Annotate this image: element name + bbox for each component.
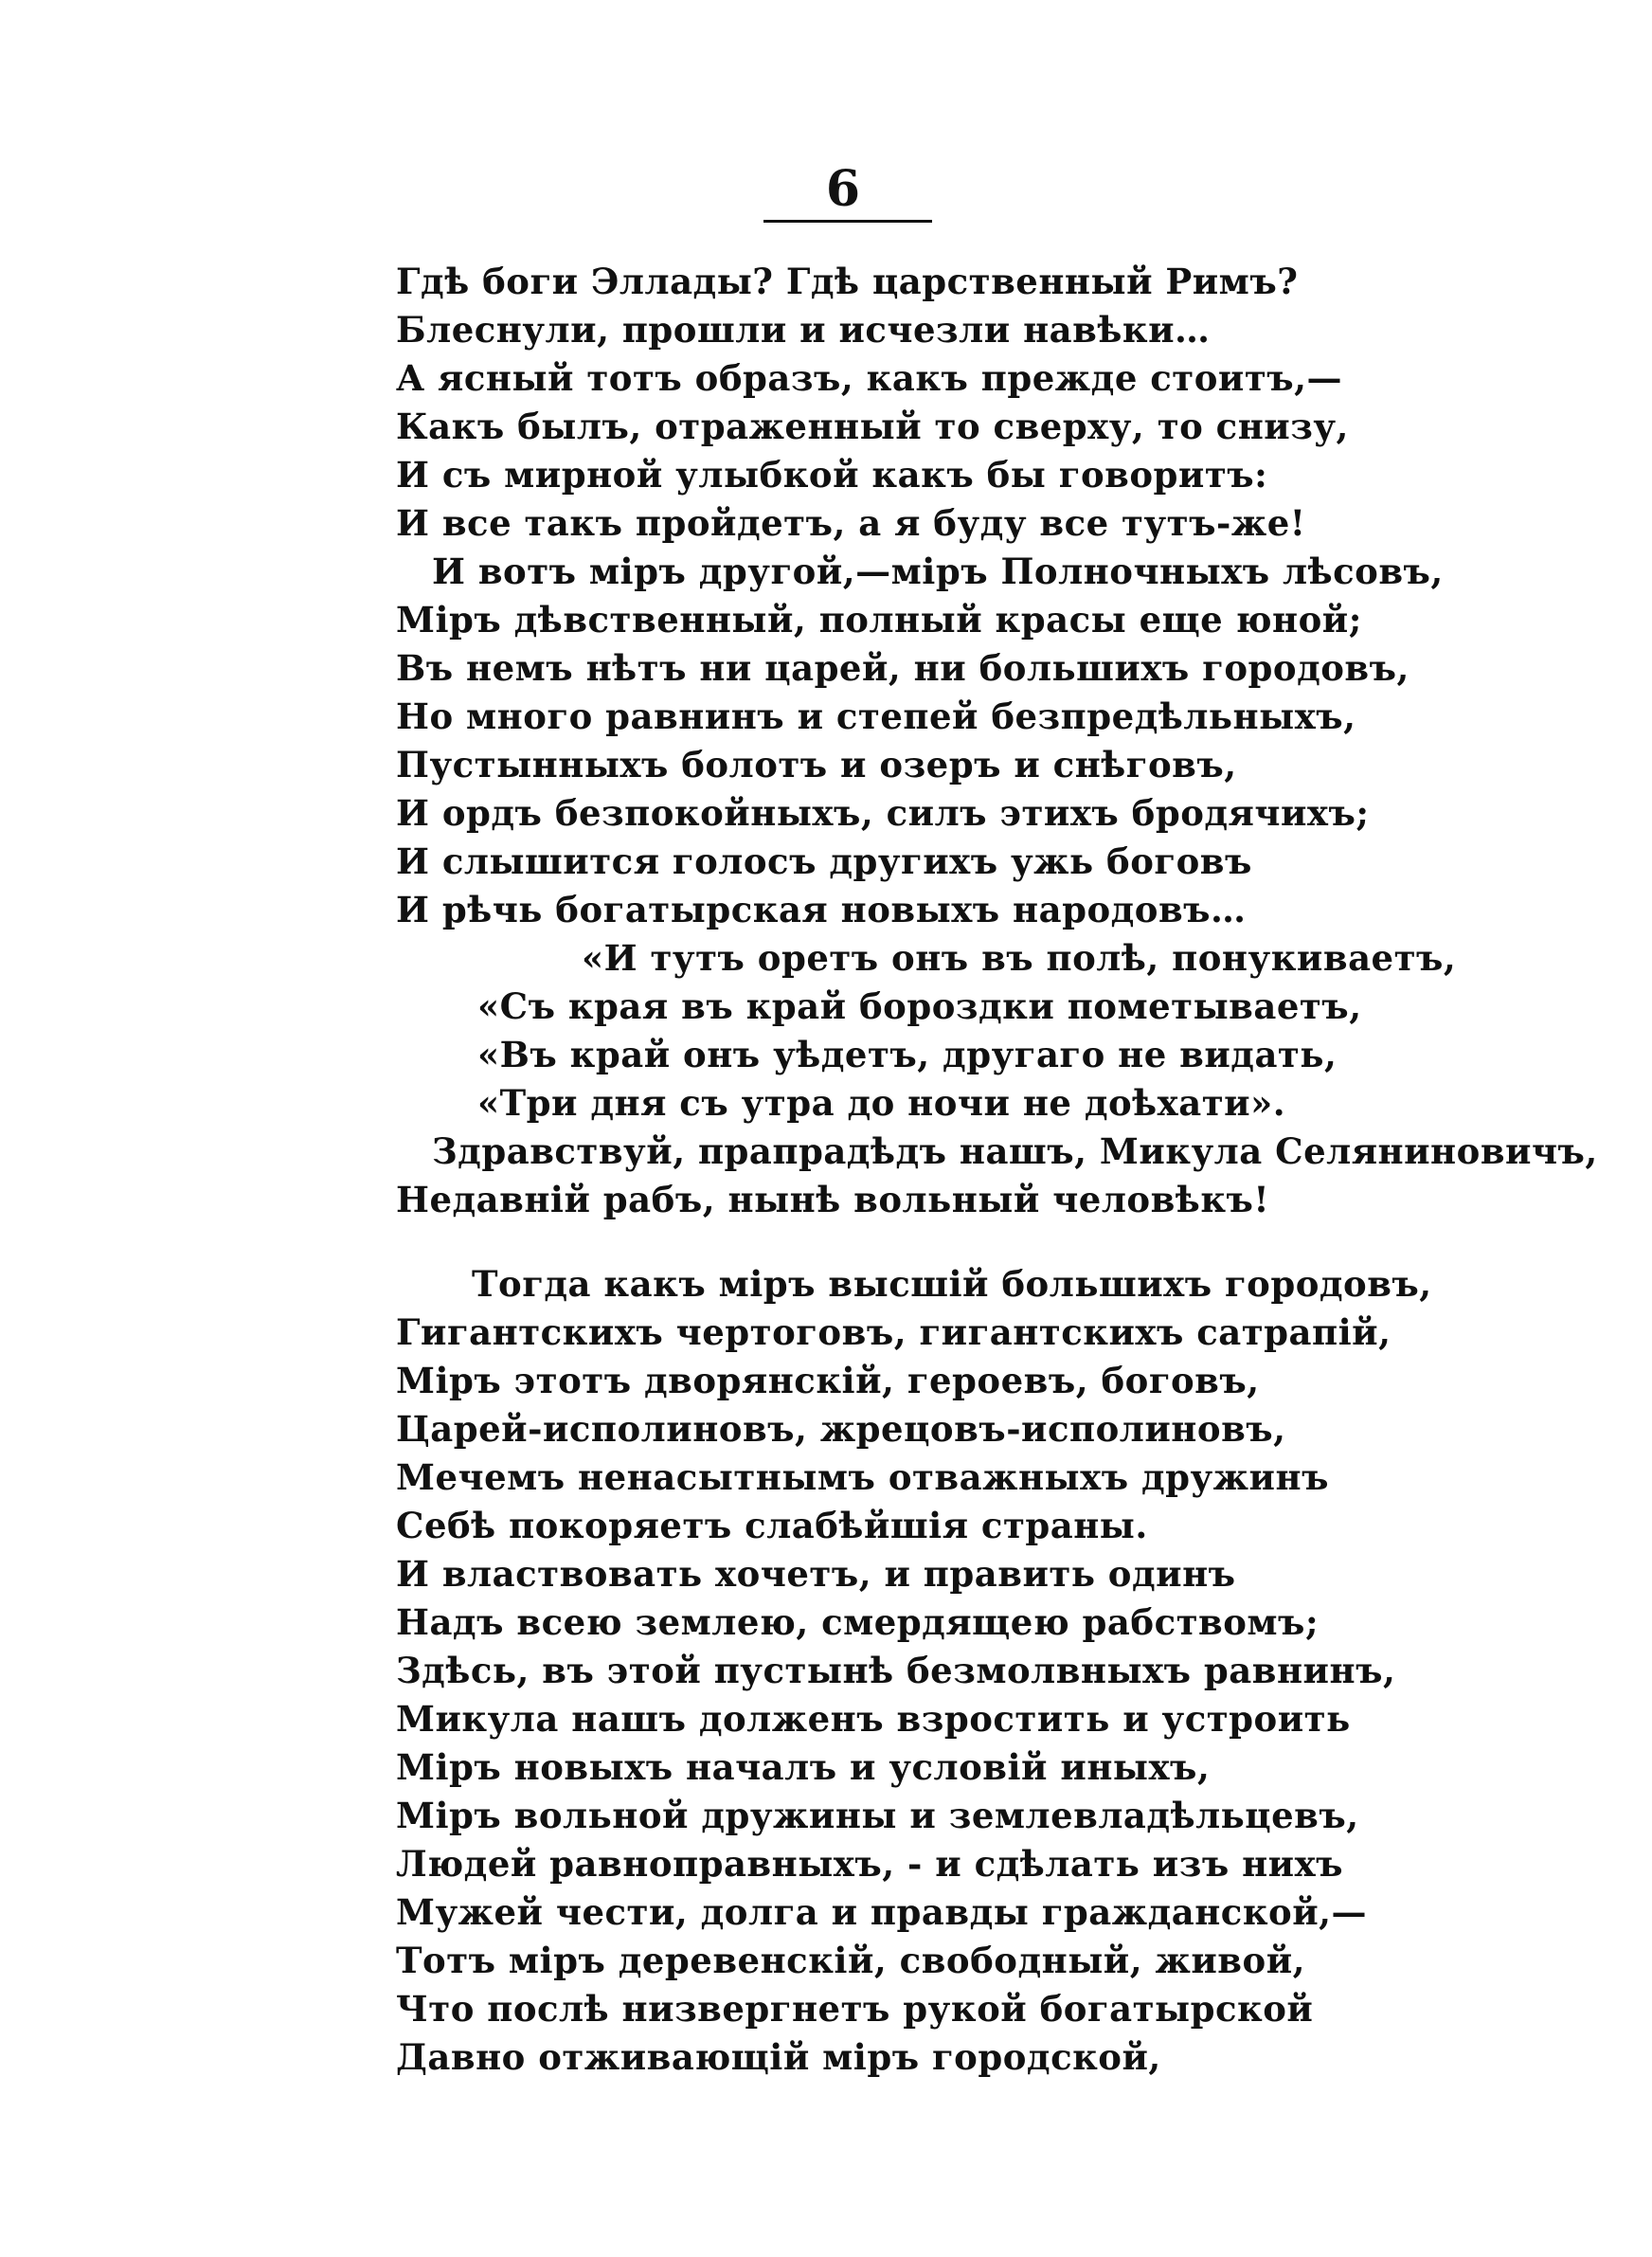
quoted-verse-line: «И тутъ оретъ онъ въ полѣ, понукиваетъ, [582,937,1457,979]
verse-line: Но много равнинъ и степей безпредѣльныхъ, [396,695,1356,737]
verse-line: Пустынныхъ болотъ и озеръ и снѣговъ, [396,744,1237,785]
page-number: 6 [825,160,861,218]
verse-line: И рѣчь богатырская новыхъ народовъ… [396,889,1247,930]
stanza-2 [396,1260,1457,2082]
quoted-verse-line: «Въ край онъ уѣдетъ, другаго не видать, [477,1034,1338,1075]
verse-line: А ясный тотъ образъ, какъ прежде стоитъ,— [396,357,1343,399]
verse-line: Царей-исполиновъ, жрецовъ-исполиновъ, [396,1408,1286,1450]
verse-line: Давно отживающій міръ городской, [396,2036,1161,2078]
verse-line: Міръ этотъ дворянскій, героевъ, боговъ, [396,1360,1260,1401]
verse-line: Надъ всею землею, смердящею рабствомъ; [396,1601,1320,1643]
verse-line: Людей равноправныхъ, - и сдѣлать изъ нихъ [396,1843,1344,1885]
verse-line: Міръ вольной дружины и землевладѣльцевъ, [396,1795,1359,1836]
verse-line: И властвовать хочетъ, и править одинъ [396,1553,1236,1595]
verse-line: Себѣ покоряетъ слабѣйшія страны. [396,1505,1148,1546]
verse-line: Міръ дѣвственный, полный красы еще юной; [396,599,1362,641]
verse-line: И вотъ міръ другой,—міръ Полночныхъ лѣсовъ, [432,551,1444,592]
quoted-verse-line: «Три дня съ утра до ночи не доѣхати». [477,1082,1286,1124]
verse-line: Тогда какъ міръ высшій большихъ городовъ, [472,1263,1432,1305]
verse-line: Здѣсь, въ этой пустынѣ безмолвныхъ равнинъ, [396,1650,1396,1691]
verse-line: Гдѣ боги Эллады? Гдѣ царственный Римъ? [396,261,1299,302]
verse-line: Недавній рабъ, нынѣ вольный человѣкъ! [396,1179,1270,1220]
stanza-1 [396,258,1598,1224]
verse-line: Что послѣ низвергнетъ рукой богатырской [396,1988,1314,2030]
verse-line: Какъ былъ, отраженный то сверху, то снизу, [396,406,1349,447]
verse-line: Блеснули, прошли и исчезли навѣки… [396,309,1211,351]
verse-line: И все такъ пройдетъ, а я буду все тутъ-же! [396,502,1306,544]
verse-line: Мужей чести, долга и правды гражданской,— [396,1891,1368,1933]
verse-line: И ордъ безпокойныхъ, силъ этихъ бродячихъ; [396,792,1370,834]
verse-line: И слышится голосъ другихъ ужь боговъ [396,840,1252,882]
page-number-rule [763,220,932,223]
verse-line: Тотъ міръ деревенскій, свободный, живой, [396,1940,1306,1981]
verse-line: Въ немъ нѣтъ ни царей, ни большихъ городовъ, [396,647,1410,689]
verse-line: И съ мирной улыбкой какъ бы говоритъ: [396,454,1268,496]
verse-line: Микула нашъ долженъ взростить и устроить [396,1698,1351,1740]
verse-line: Міръ новыхъ началъ и условій иныхъ, [396,1746,1211,1788]
quoted-verse-line: «Съ края въ край бороздки пометываетъ, [477,985,1362,1027]
verse-line: Гигантскихъ чертоговъ, гигантскихъ сатрапій, [396,1311,1392,1353]
verse-line: Мечемъ ненасытнымъ отважныхъ дружинъ [396,1456,1329,1498]
verse-line: Здравствуй, прапрадѣдъ нашъ, Микула Селяниновичъ, [432,1130,1598,1172]
